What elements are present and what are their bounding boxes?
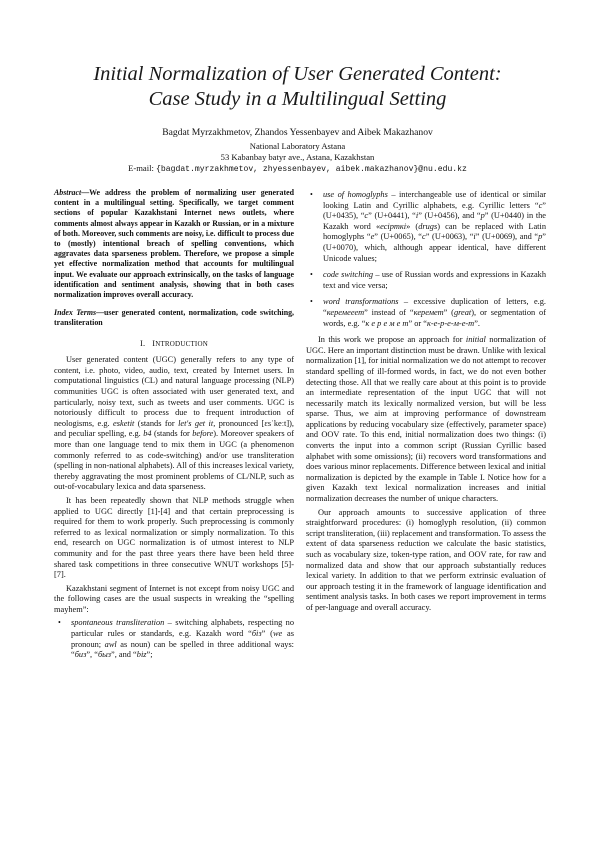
list-item (54, 618, 294, 660)
title-line-2: Case Study in a Multilingual Setting (148, 88, 447, 110)
list-item-label: use of homoglyphs (323, 190, 388, 199)
emphasis: initial (465, 335, 486, 345)
text-run: as pronoun; (71, 629, 294, 649)
abstract-text: —We address the problem of normalizing user generated content in a multilingual setting. Specifically, we target comment sections of popular Kazakhstani Internet news outlets, where comments almost always appear in Kazakh or Russian, or in a mixture of both. Moreover, such comments are noisy, i.e. difficult to process due to (mostly) intentional breach of spelling conventions, which aggravates data sparseness problem. Therefore, we propose a simple yet effective normalization method that accounts for multilingual input. We evaluate our approach extrinsically, on the tasks of language identification and sentiment analysis, showing that in both cases normalization improves overall accuracy. (54, 188, 294, 300)
text-run: ”, and “ (111, 650, 137, 660)
email-prefix: E-mail: (128, 163, 157, 173)
example-word: к е р е м е т (365, 318, 409, 328)
text-run: ” or “ (408, 318, 427, 328)
example-letter: с (364, 211, 369, 221)
example-word: биз (74, 650, 87, 660)
bullet-icon: • (310, 270, 313, 280)
section-title-initial: I (152, 338, 156, 348)
example-gloss: great (453, 307, 472, 317)
text-run: ), or segmentation of words, e.g. “ (323, 307, 547, 328)
text-run: ” (U+0065), “ (374, 232, 422, 242)
text-run: ” (U+0441), “ (368, 211, 416, 221)
list-item (306, 190, 546, 264)
text-run: ). Moreover speakers of more than one language tend to mix them in UGC (a phenomenon commonly referred to as code-switching) and/or use transliteration (spelling in non-national alphabets). All of this increases lexical variety, thereby aggravating the most prominent problems of CL/NLP, such as out-of-vocabulary lexica and data sparseness. (54, 429, 294, 492)
abstract (54, 188, 294, 300)
bullet-icon: • (310, 297, 313, 307)
example-word: есірткі (380, 221, 407, 231)
right-column (306, 188, 546, 617)
example-gloss: drugs (418, 221, 438, 231)
bullet-icon: • (310, 190, 313, 199)
section-number: I. (140, 338, 146, 348)
affiliation-org: National Laboratory Astana (249, 141, 346, 151)
example-letter: с (538, 200, 543, 210)
example-word: esketit (113, 418, 135, 428)
text-run: ” instead of “ (364, 307, 414, 317)
intro-paragraph-3: Kazakhstani segment of Internet is not except from noisy UGC and the following cases are the usual suspects in wreaking the “spelling mayhem”: (54, 583, 294, 614)
text-run: ” (U+0435), “ (323, 200, 546, 221)
text-run: ) can be replaced with Latin homoglyphs “ (323, 221, 546, 242)
example-word: керемет (413, 307, 444, 317)
title-line-1: Initial Normalization of User Generated Content: (93, 63, 502, 85)
text-run: ” (U+0456), and “ (418, 211, 481, 221)
example-letter: p (538, 232, 543, 242)
index-terms (54, 308, 294, 328)
text-run: – switching alphabets, respecting no particular rules or standards, e.g. Kazakh word “ (71, 618, 294, 639)
text-run: ” ( (261, 629, 273, 639)
text-run: – use of Russian words and expressions in Kazakh text and vice versa; (323, 270, 546, 290)
text-run: User generated content (UGC) generally refers to any type of content, i.e. photo, video, audio, text, created by Internet users. In computational linguistics (CL) and natural language processing (NLP) communities UGC is often associated with user generated text, and particularly, noisy text, such as tweets and user comments. UGC is notoriously difficult to process due to frequent introduction of neologisms, e.g. (54, 355, 294, 428)
list-item (306, 270, 546, 291)
intro-paragraph-4 (306, 335, 546, 505)
example-letter: р (480, 211, 485, 221)
text-run: ” (U+0063), “ (425, 232, 474, 242)
text-run: ”, “ (86, 650, 98, 660)
list-item-label: code switching (323, 270, 374, 280)
example-gloss: we (272, 629, 283, 639)
section-title-rest: NTRODUCTION (155, 339, 208, 348)
spelling-cases-list-continued (306, 190, 546, 329)
example-letter: e (370, 232, 375, 242)
example-word: біз (251, 629, 262, 639)
abstract-label: Abstract (54, 188, 82, 197)
text-run: ” (U+0069), and “ (475, 232, 539, 242)
text-run: normalization of UGC. Here an important distinction must be drawn. Unlike with lexical normalization [1], for initial normalization we do not attempt to recover standard spelling of ill-formed words, in fact, we do not even bother detecting those. All that we really care about at this point is to provide an intermediate representation of the input UGC that will not necessarily match its lexically normalized version, but will be less sparse. Thus, we aim at improving performance of downstream applications by reducing vocabulary size (effectively, parameter space) and OOV rate. To this end, initial normalization does two things: (i) converts the input into a common script (Russian Cyrillic based alphabet with some omissions); (ii) recovers word transformations and does various minor replacements. Difference between lexical and initial normalization is depicted by the example in Table I. Notice how for a given Kazakh text lexical normalization increases and initial normalization decreases the number of unique characters. (306, 335, 546, 504)
text-run: as noun) can be spelled in three additional ways: “ (71, 639, 295, 660)
text-run: – interchangeable use of identical or similar looking Latin and Cyrillic alphabets, e.g. Cyrillic letters “ (323, 190, 546, 210)
example-letter: i (473, 232, 476, 242)
index-terms-text: —user generated content, normalization, code switching, transliteration (54, 308, 294, 328)
example-gloss: let's get it (178, 418, 214, 428)
text-run: (stands for (134, 418, 179, 428)
text-run: » ( (406, 221, 419, 231)
example-word: biz (136, 650, 147, 660)
email-addresses: {bagdat.myrzakhmetov, zhyessenbayev, aibek.makazhanov}@nu.edu.kz (156, 165, 467, 174)
text-run: ” ( (443, 307, 454, 317)
text-run: ”. (474, 318, 481, 328)
paper-title (40, 62, 555, 112)
text-run: – excessive duplication of letters, e.g. “ (323, 297, 546, 317)
intro-paragraph-1 (54, 355, 294, 493)
index-terms-label: Index Terms (54, 308, 97, 318)
bullet-icon: • (58, 618, 61, 628)
text-run: , pronounced [ɛsˈkeːt]), and peculiar spelling, e.g. (54, 418, 295, 439)
affiliation-email-line (40, 163, 555, 175)
list-item-label: word transformations (323, 297, 399, 307)
left-column (54, 188, 294, 663)
author-list: Bagdat Myrzakhmetov, Zhandos Yessenbayev and Aibek Makazhanov (162, 127, 433, 138)
example-word: b4 (143, 429, 152, 439)
example-word: быз (97, 650, 112, 660)
text-run: ”; (146, 650, 153, 660)
text-run: (stands for (151, 429, 193, 439)
affiliation-address: 53 Kabanbay batyr ave., Astana, Kazakhstan (220, 152, 375, 162)
text-run: ” (U+0070), which, although appear identical, have different Unicode values; (323, 232, 546, 263)
text-run: ” (U+0440) in the Kazakh word « (323, 211, 547, 231)
intro-paragraph-5: Our approach amounts to successive application of three straightforward procedures: (i) homoglyph resolution, (ii) common script transliteration, (iii) replacement and transformation. To assess the extent of data sparseness reduction we calculate the basic statistics, such as vocabulary size, token-type ration, and OOV rate, for raw and normalized data and show that our approach substantially reduces lexical variety. In addition to that we perform extrinsic evaluation of our approach testing it in the framework of language identification and sentiment analysis tasks. In both cases we report improvement in terms of per-language and overall accuracy. (306, 507, 546, 612)
intro-paragraph-2: It has been repeatedly shown that NLP methods struggle when applied to UGC directly [1]-[4] and that certain preprocessing is required for them to work properly. Such preprocessing is commonly referred to as lexical normalization or simply normalization. To this end, research on UGC normalization is of utmost interest to NLP community and for the past three years there have been held three shared task competitions in three consecutive WNUT workshops [5]-[7]. (54, 495, 294, 580)
text-run: In this work we propose an approach for (318, 335, 466, 345)
list-item-label: spontaneous transliteration (71, 618, 165, 628)
affiliation-block (40, 141, 555, 175)
example-gloss: before (192, 429, 214, 439)
spelling-cases-list (54, 618, 294, 660)
example-word: к-е-р-е-м-е-т (427, 318, 475, 328)
list-item (306, 297, 546, 329)
example-letter: і (415, 211, 419, 221)
example-letter: c (422, 232, 426, 242)
example-word: керемееет (326, 307, 365, 317)
section-heading-introduction (54, 339, 294, 350)
example-gloss: awl (104, 639, 117, 649)
